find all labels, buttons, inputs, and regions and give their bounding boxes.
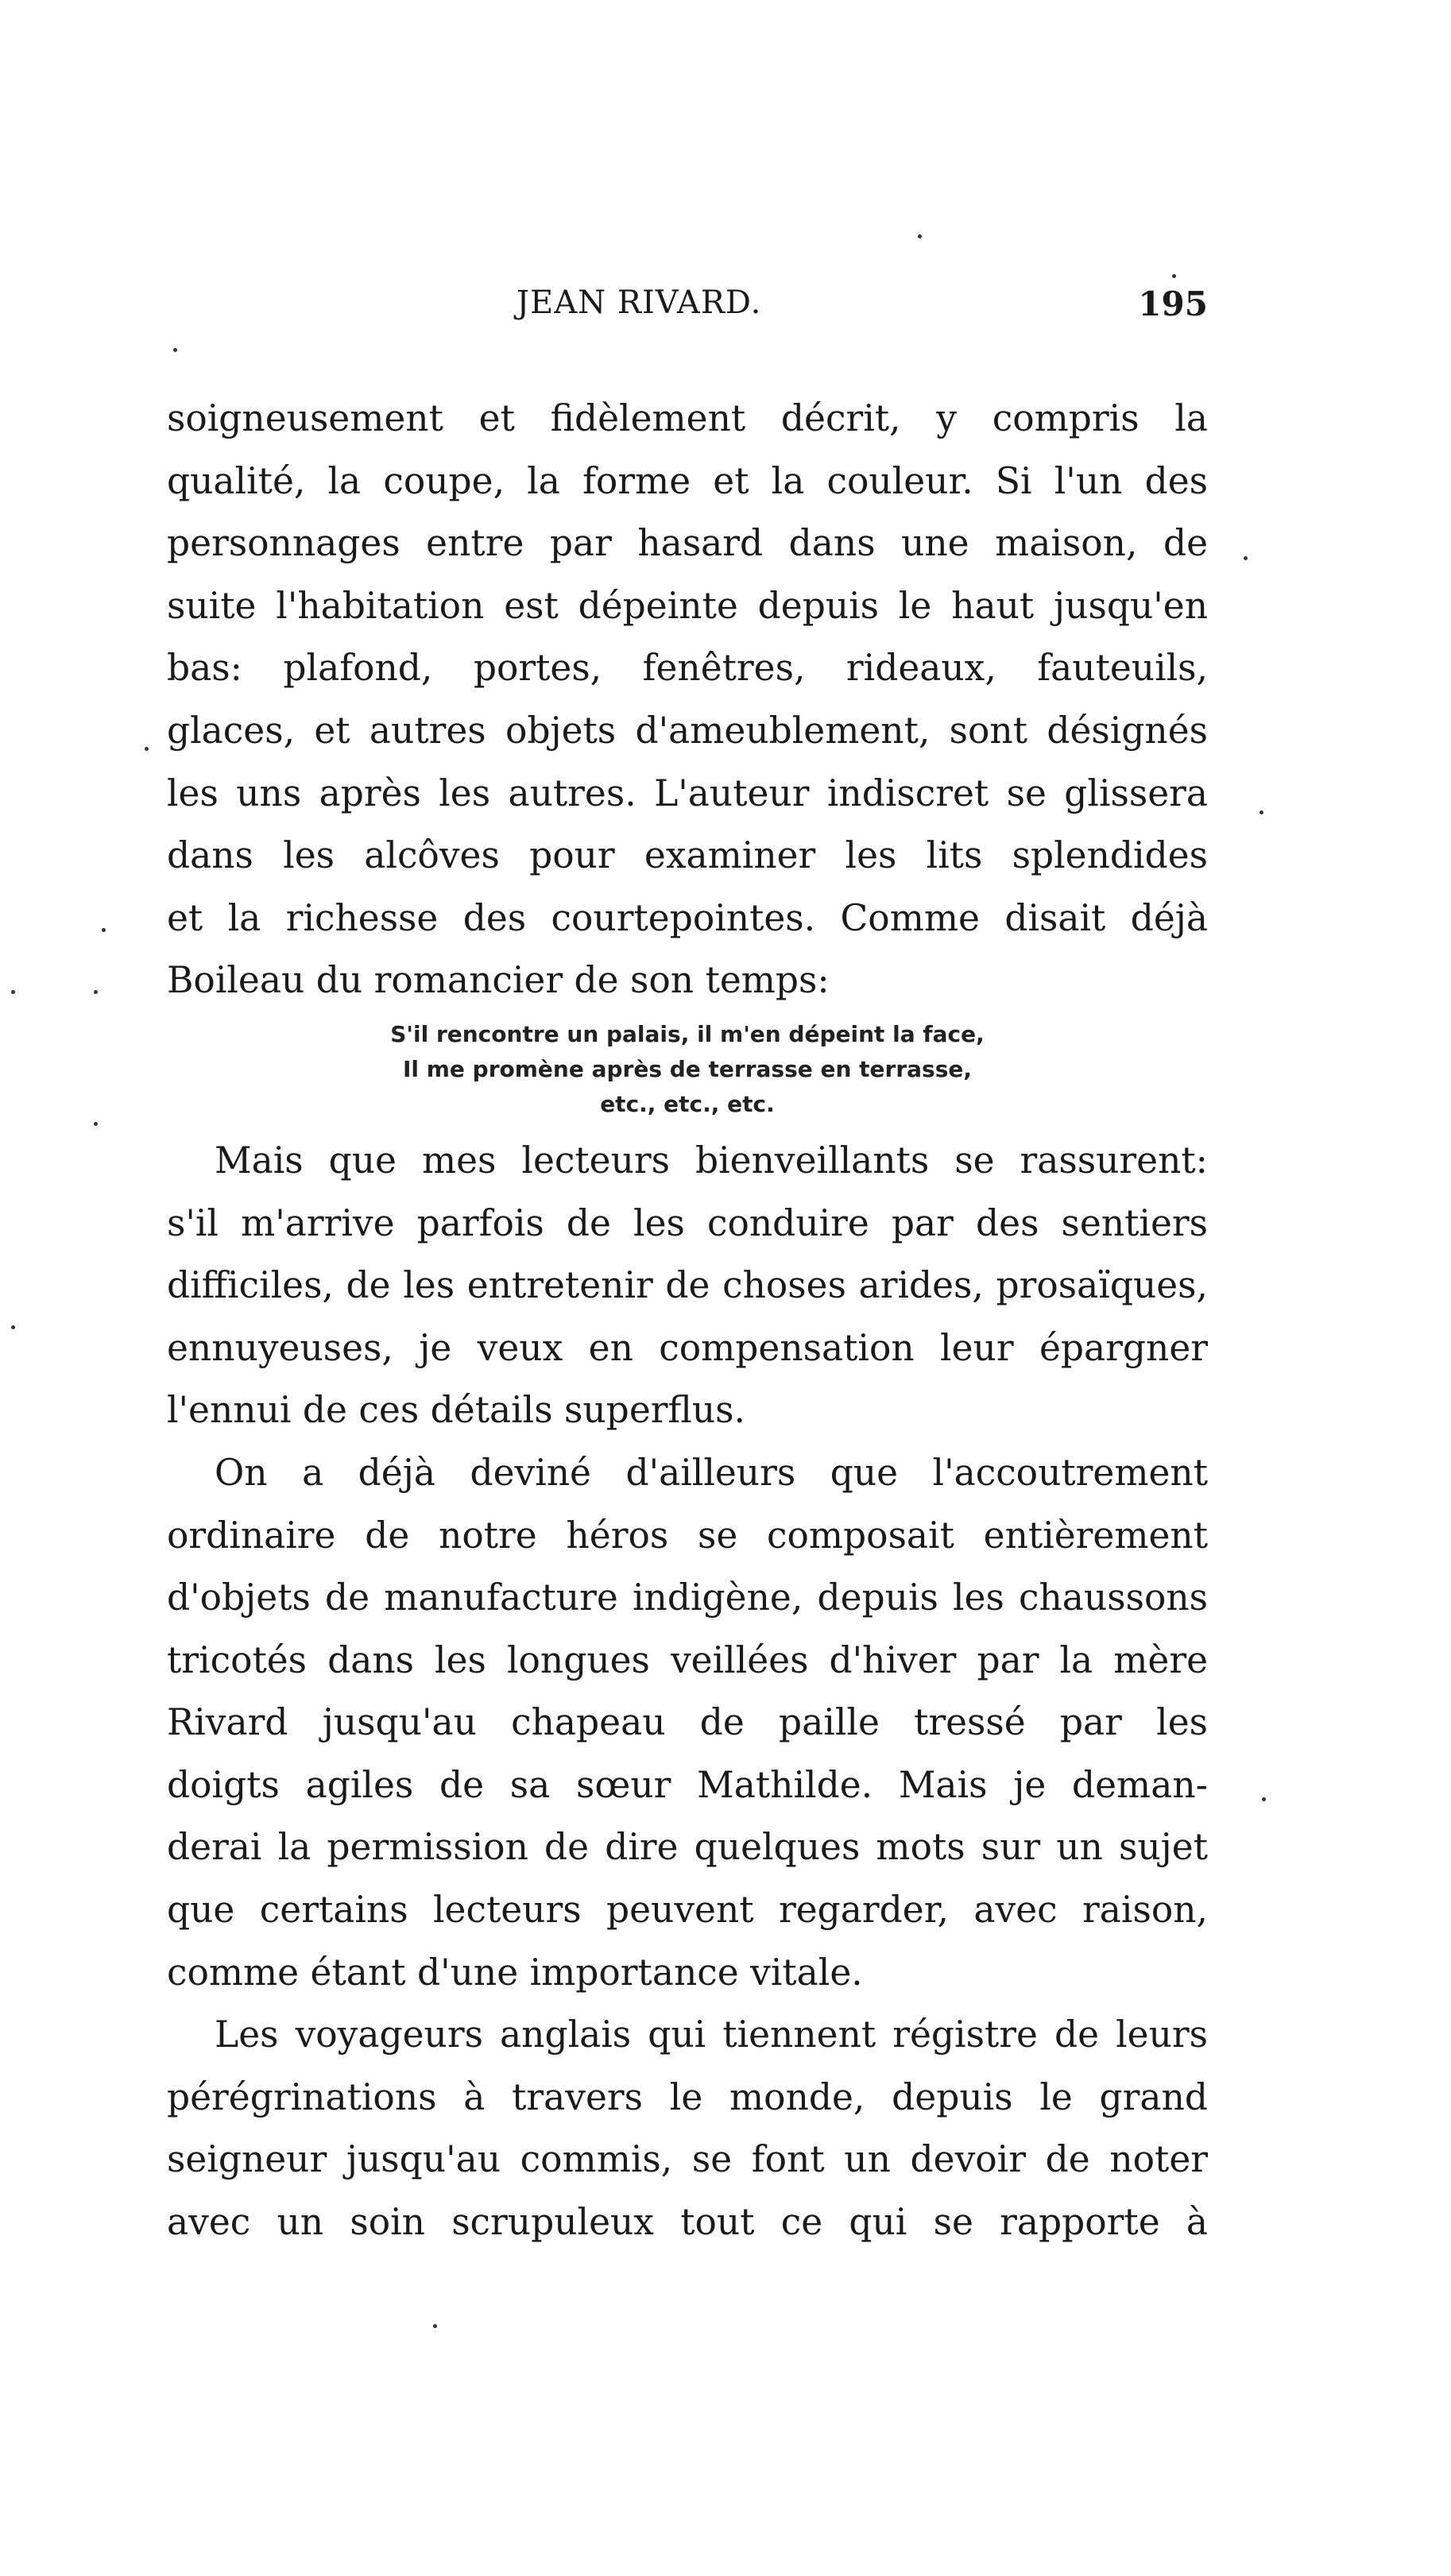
scan-speck	[1259, 810, 1263, 814]
text-line: ordinaire de notre héros se composait entièrement	[167, 1514, 1208, 1557]
quote-line: Il me promène après de terrasse en terrasse,	[402, 1055, 972, 1082]
text-line: personnages entre par hasard dans une maison, de	[167, 522, 1208, 565]
text-line: pérégrinations à travers le monde, depuis le grand	[167, 2075, 1208, 2118]
paragraph-2	[167, 1130, 1208, 1442]
scan-speck	[1244, 556, 1248, 560]
running-head	[167, 284, 1208, 332]
scan-speck	[94, 990, 98, 994]
text-line: s'il m'arrive parfois de les conduire par des sentiers	[167, 1201, 1208, 1244]
scan-speck	[1172, 274, 1176, 278]
text-line: difficiles, de les entretenir de choses arides, prosaïques,	[167, 1264, 1208, 1307]
text-line: glaces, et autres objets d'ameublement, sont désignés	[167, 709, 1208, 752]
quote-line: S'il rencontre un palais, il m'en dépeint la face,	[390, 1020, 985, 1047]
running-title: JEAN RIVARD.	[517, 284, 762, 321]
text-line: avec un soin scrupuleux tout ce qui se rapporte à	[167, 2201, 1208, 2244]
scan-speck	[102, 928, 106, 932]
scan-speck	[918, 234, 922, 238]
page-number: 195	[1138, 284, 1208, 323]
text-line: que certains lecteurs peuvent regarder, avec raison,	[167, 1889, 1208, 1932]
text-line: Mais que mes lecteurs bienveillants se rassurent:	[215, 1139, 1208, 1182]
body-text	[167, 388, 1208, 2254]
text-line: et la richesse des courtepointes. Comme disait déjà	[167, 896, 1208, 939]
paragraph-3	[167, 1442, 1208, 2004]
paragraph-4	[167, 2004, 1208, 2253]
scan-speck	[173, 348, 177, 352]
text-line: derai la permission de dire quelques mots sur un sujet	[167, 1826, 1208, 1869]
scan-speck	[1262, 1797, 1266, 1801]
scan-speck	[433, 2324, 437, 2328]
scan-speck	[94, 1122, 98, 1126]
text-line: tricotés dans les longues veillées d'hiver par la mère	[167, 1638, 1208, 1681]
text-line: qualité, la coupe, la forme et la couleur. Si l'un des	[167, 459, 1208, 502]
text-line: ennuyeuses, je veux en compensation leur épargner	[167, 1326, 1208, 1369]
text-line: soigneusement et fidèlement décrit, y compris la	[167, 397, 1208, 439]
text-line: bas: plafond, portes, fenêtres, rideaux, fauteuils,	[167, 647, 1208, 690]
text-line: Boileau du romancier de son temps:	[167, 959, 830, 1002]
text-line: l'ennui de ces détails superflus.	[167, 1389, 745, 1432]
text-line: dans les alcôves pour examiner les lits splendides	[167, 834, 1208, 877]
text-line: Rivard jusqu'au chapeau de paille tressé par les	[167, 1701, 1208, 1744]
verse-quote	[167, 1017, 1208, 1122]
paragraph-1	[167, 388, 1208, 1012]
text-line: suite l'habitation est dépeinte depuis le haut jusqu'en	[167, 584, 1208, 627]
text-line: seigneur jusqu'au commis, se font un devoir de noter	[167, 2138, 1208, 2181]
text-line: Les voyageurs anglais qui tiennent régistre de leurs	[215, 2013, 1208, 2056]
scan-speck	[11, 990, 15, 994]
text-line: comme étant d'une importance vitale.	[167, 1951, 863, 1994]
scan-speck	[145, 747, 149, 751]
text-line: les uns après les autres. L'auteur indiscret se glissera	[167, 772, 1208, 814]
text-line: doigts agiles de sa sœur Mathilde. Mais je deman-	[167, 1763, 1208, 1806]
quote-line: etc., etc., etc.	[600, 1090, 775, 1117]
text-line: On a déjà deviné d'ailleurs que l'accoutrement	[215, 1451, 1208, 1494]
scan-speck	[11, 1325, 15, 1329]
text-line: d'objets de manufacture indigène, depuis les chaussons	[167, 1576, 1208, 1619]
